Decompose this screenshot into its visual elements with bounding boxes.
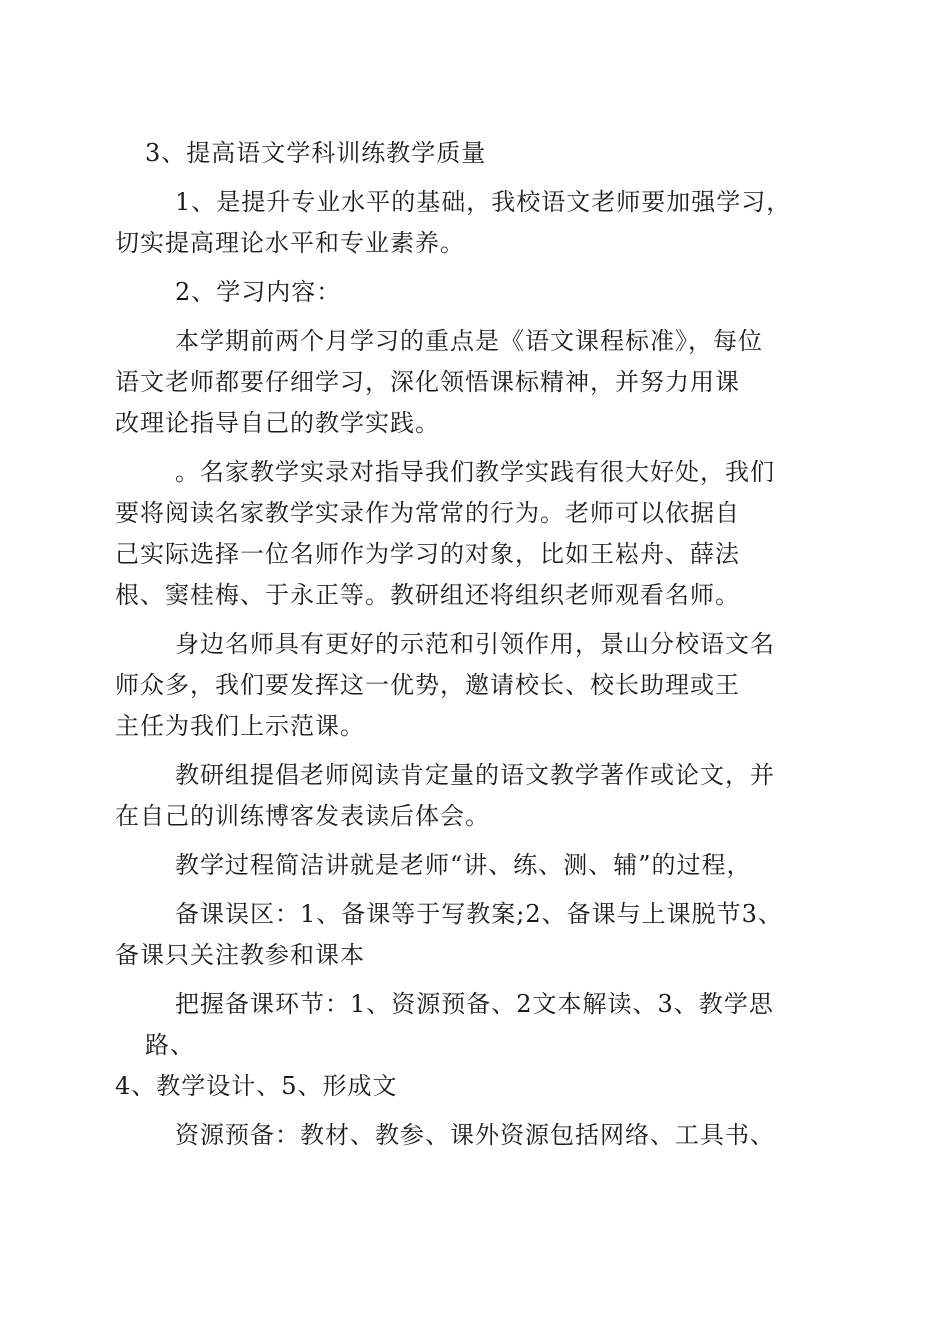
text-line: 身边名师具有更好的示范和引领作用，景山分校语文名 [175, 630, 775, 658]
text-line: 教研组提倡老师阅读肯定量的语文教学著作或论文，并 [175, 761, 775, 789]
text-line: 改理论指导自己的教学实践。 [115, 409, 440, 437]
paragraph-famous-teachers [115, 452, 815, 616]
paragraph-teaching-process [145, 845, 815, 886]
paragraph-lesson-prep-steps [115, 984, 815, 1107]
paragraph-lesson-prep-mistakes [115, 894, 815, 976]
text-line: 师众多，我们要发挥这一优势，邀请校长、校长助理或王 [115, 671, 740, 699]
text-line: 。名家教学实录对指导我们教学实践有很大好处，我们 [175, 458, 775, 486]
text-line: 切实提高理论水平和专业素养。 [115, 229, 465, 257]
paragraph-reading-works [115, 755, 815, 837]
paragraph-study-content [145, 272, 815, 313]
text-line: 1、是提升专业水平的基础，我校语文老师要加强学习， [175, 188, 792, 216]
text-line: 备课只关注教参和课本 [115, 941, 365, 969]
text-line: 在自己的训练博客发表读后体会。 [115, 802, 490, 830]
text-line: 语文老师都要仔细学习，深化领悟课标精神，并努力用课 [115, 368, 740, 396]
text-line: 2、学习内容： [175, 278, 342, 306]
text-line: 资源预备：教材、教参、课外资源包括网络、工具书、 [175, 1121, 775, 1149]
text-line: 根、窦桂梅、于永正等。教研组还将组织老师观看名师。 [115, 581, 740, 609]
document-body [115, 133, 815, 1164]
text-line: 把握备课环节：1、资源预备、2文本解读、3、教学思路、 [145, 990, 774, 1059]
heading-paragraph [145, 133, 815, 174]
paragraph-resources [145, 1115, 815, 1156]
paragraph-curriculum-standard [115, 321, 815, 444]
text-line: 备课误区：1、备课等于写教案;2、备课与上课脱节3、 [175, 900, 783, 928]
text-line: 己实际选择一位名师作为学习的对象，比如王崧舟、薛法 [115, 540, 740, 568]
text-line: 教学过程简洁讲就是老师“讲、练、测、辅”的过程， [175, 851, 752, 879]
text-line: 要将阅读名家教学实录作为常常的行为。老师可以依据自 [115, 499, 740, 527]
text-line: 本学期前两个月学习的重点是《语文课程标准》，每位 [175, 327, 763, 355]
paragraph-local-teachers [115, 624, 815, 747]
text-line: 主任为我们上示范课。 [115, 712, 365, 740]
text-line: 4、教学设计、5、形成文 [115, 1072, 398, 1100]
paragraph-study-basis [115, 182, 815, 264]
text-line: 3、提高语文学科训练教学质量 [145, 139, 487, 167]
